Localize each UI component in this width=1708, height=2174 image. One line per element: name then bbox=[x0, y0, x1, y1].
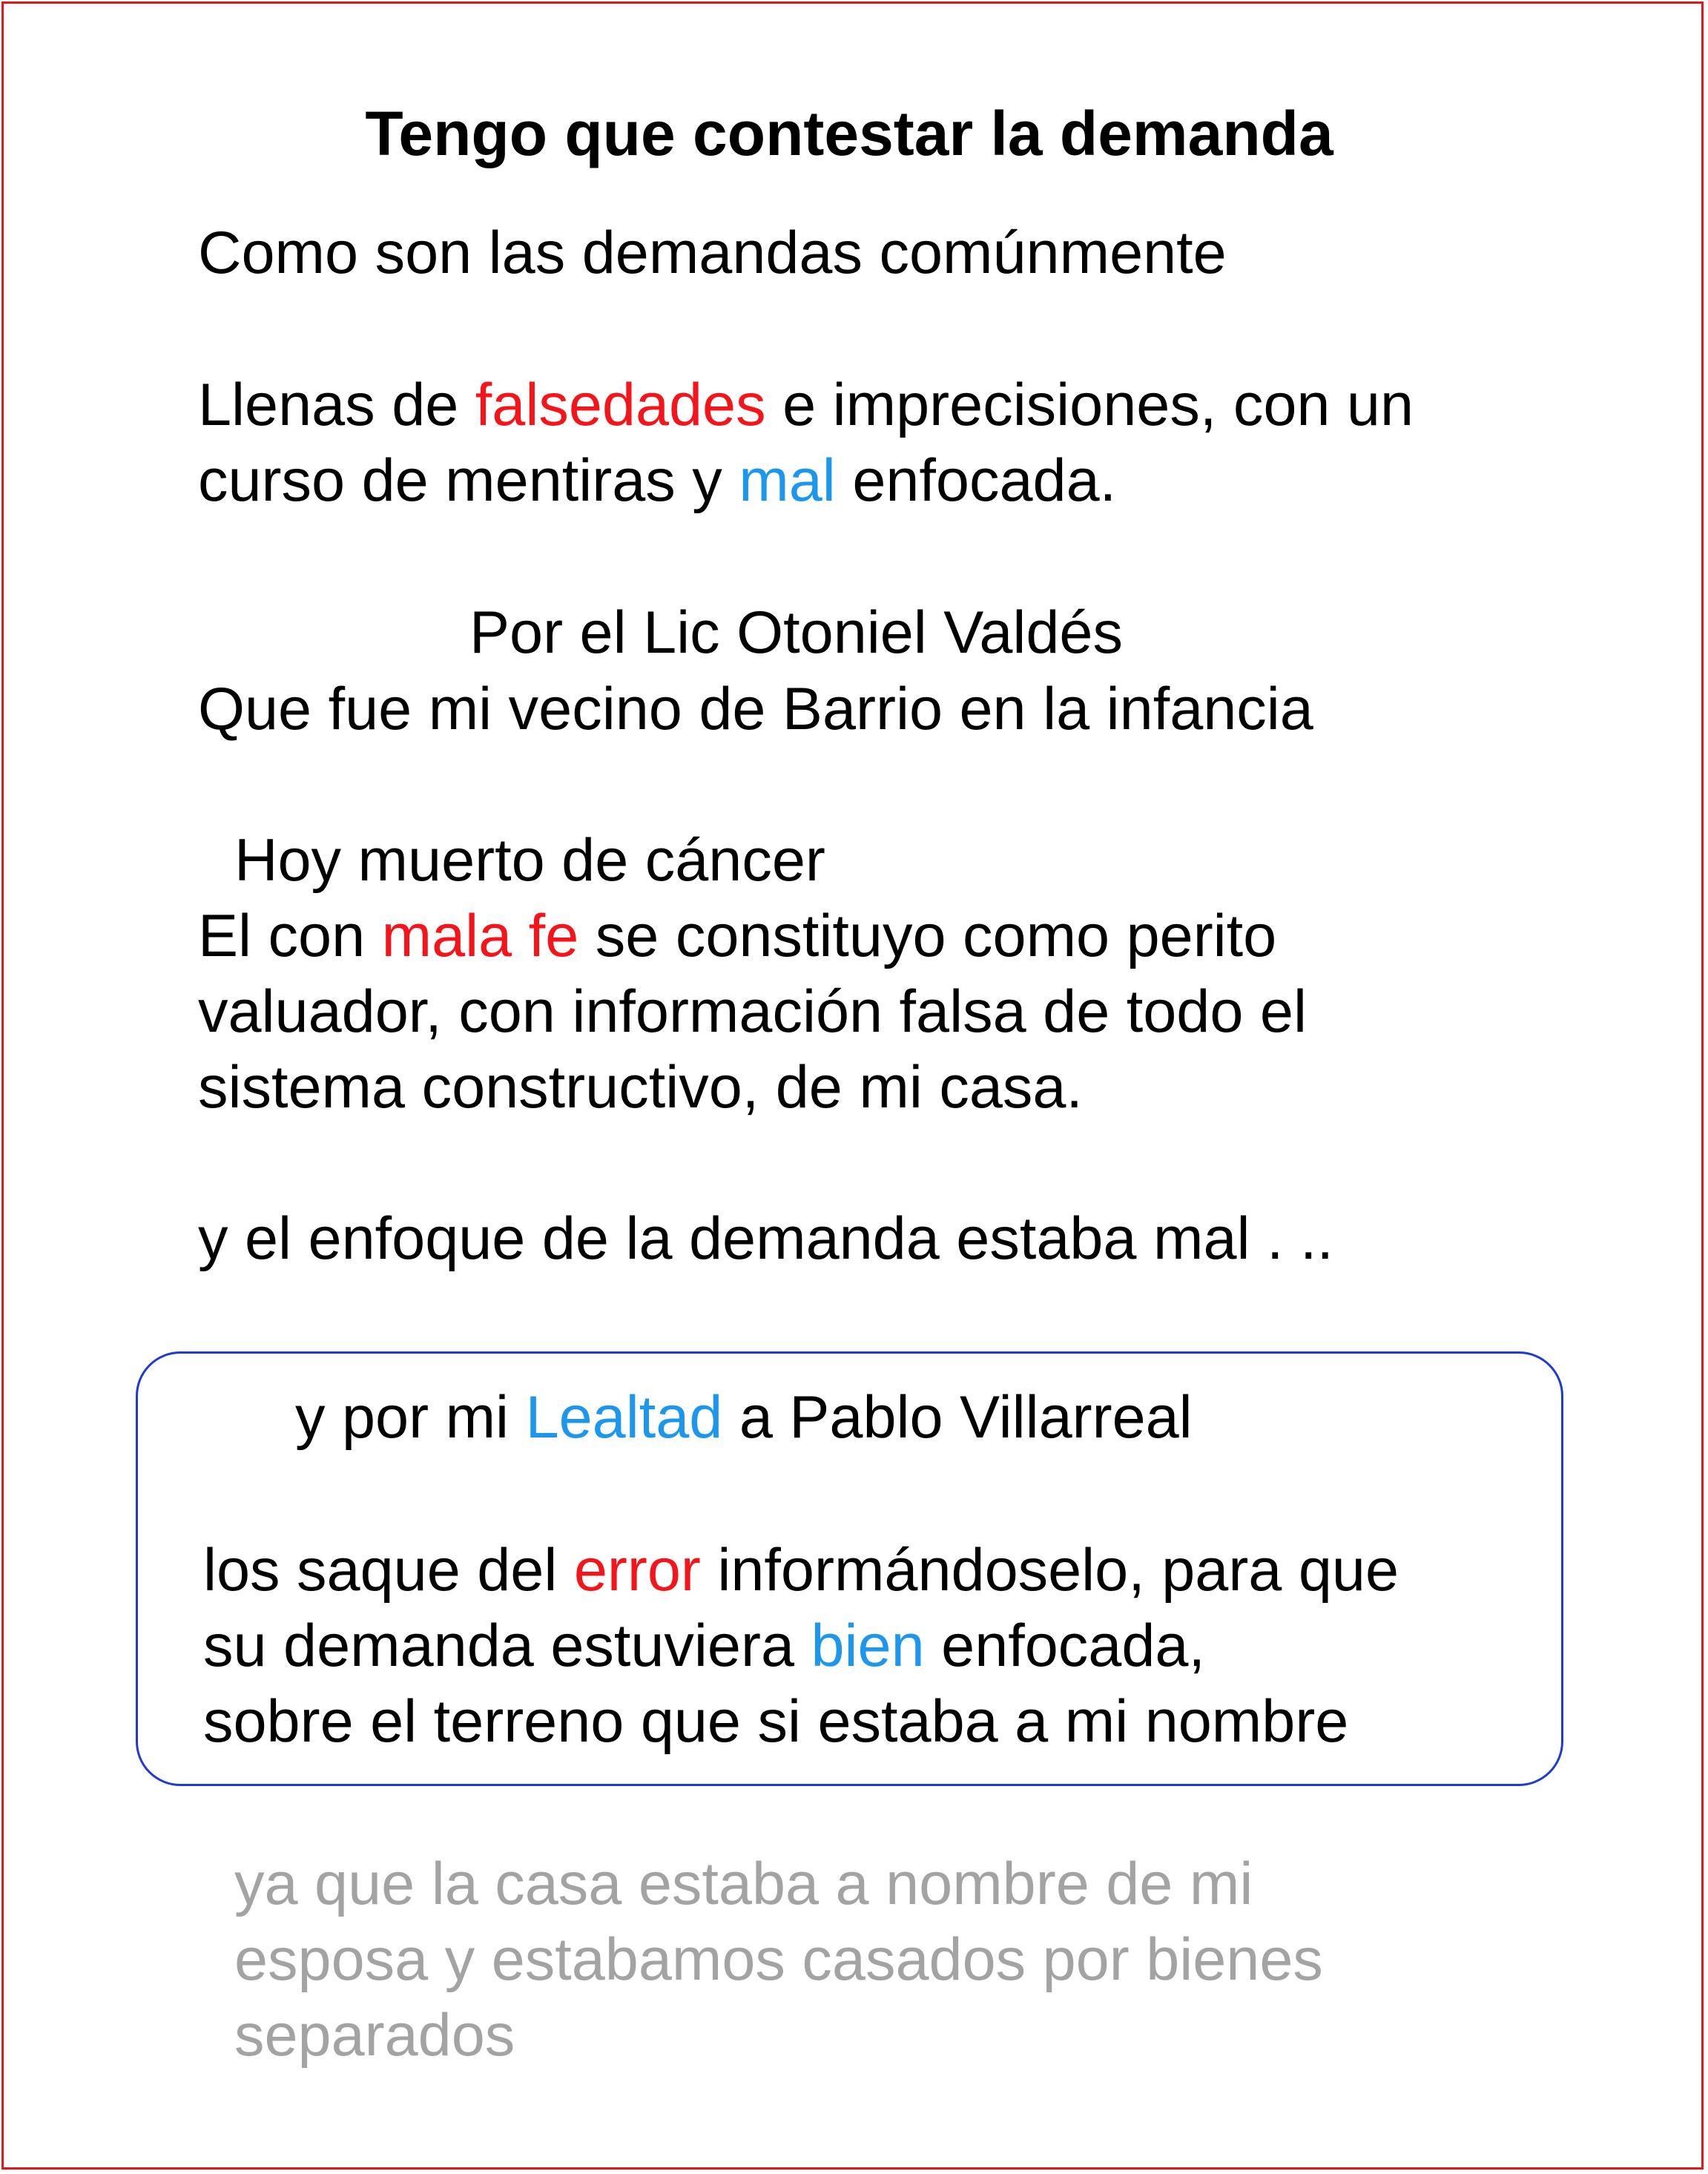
text-segment: curso de mentiras y bbox=[198, 447, 739, 514]
paragraph-appraiser-line-2: valuador, con información falsa de todo el bbox=[198, 978, 1307, 1045]
author-line: Por el Lic Otoniel Valdés bbox=[469, 599, 1123, 666]
focus-line: y el enfoque de la demanda estaba mal . .. bbox=[198, 1205, 1334, 1272]
intro-line: Como son las demandas comúnmente bbox=[198, 220, 1227, 286]
text-segment: e imprecisiones, con un bbox=[765, 372, 1414, 438]
paragraph-falsehoods-line-1 bbox=[198, 367, 1414, 443]
callout-line-3 bbox=[203, 1608, 1205, 1684]
neighbor-line: Que fue mi vecino de Barrio en la infancia bbox=[198, 676, 1313, 742]
closing-line-1: ya que la casa estaba a nombre de mi bbox=[234, 1851, 1253, 1917]
callout-line-4: sobre el terreno que si estaba a mi nombre bbox=[203, 1688, 1349, 1755]
highlight-falsedades: falsedades bbox=[475, 372, 766, 438]
paragraph-appraiser-line-1 bbox=[198, 898, 1276, 974]
text-segment: enfocada. bbox=[835, 447, 1117, 514]
paragraph-falsehoods-line-2 bbox=[198, 443, 1116, 518]
text-segment: a Pablo Villarreal bbox=[722, 1384, 1193, 1451]
closing-line-3: separados bbox=[234, 2002, 515, 2069]
text-segment: El con bbox=[198, 903, 382, 969]
deceased-line: Hoy muerto de cáncer bbox=[234, 827, 825, 894]
text-segment: su demanda estuviera bbox=[203, 1613, 811, 1679]
highlight-error: error bbox=[573, 1537, 701, 1604]
paragraph-appraiser-line-3: sistema constructivo, de mi casa. bbox=[198, 1054, 1083, 1121]
text-segment: y por mi bbox=[295, 1384, 526, 1451]
highlight-bien: bien bbox=[811, 1613, 925, 1679]
highlight-lealtad: Lealtad bbox=[525, 1384, 723, 1451]
callout-line-1 bbox=[295, 1380, 1193, 1455]
document-title: Tengo que contestar la demanda bbox=[365, 99, 1333, 168]
closing-line-2: esposa y estabamos casados por bienes bbox=[234, 1926, 1323, 1993]
callout-line-2 bbox=[203, 1532, 1399, 1608]
highlight-mala-fe: mala fe bbox=[381, 903, 579, 969]
text-segment: enfocada, bbox=[924, 1613, 1205, 1679]
text-segment: los saque del bbox=[203, 1537, 574, 1604]
text-segment: Llenas de bbox=[198, 372, 475, 438]
highlight-mal: mal bbox=[739, 447, 836, 514]
text-segment: informándoselo, para que bbox=[700, 1537, 1399, 1604]
text-segment: se constituyo como perito bbox=[578, 903, 1277, 969]
